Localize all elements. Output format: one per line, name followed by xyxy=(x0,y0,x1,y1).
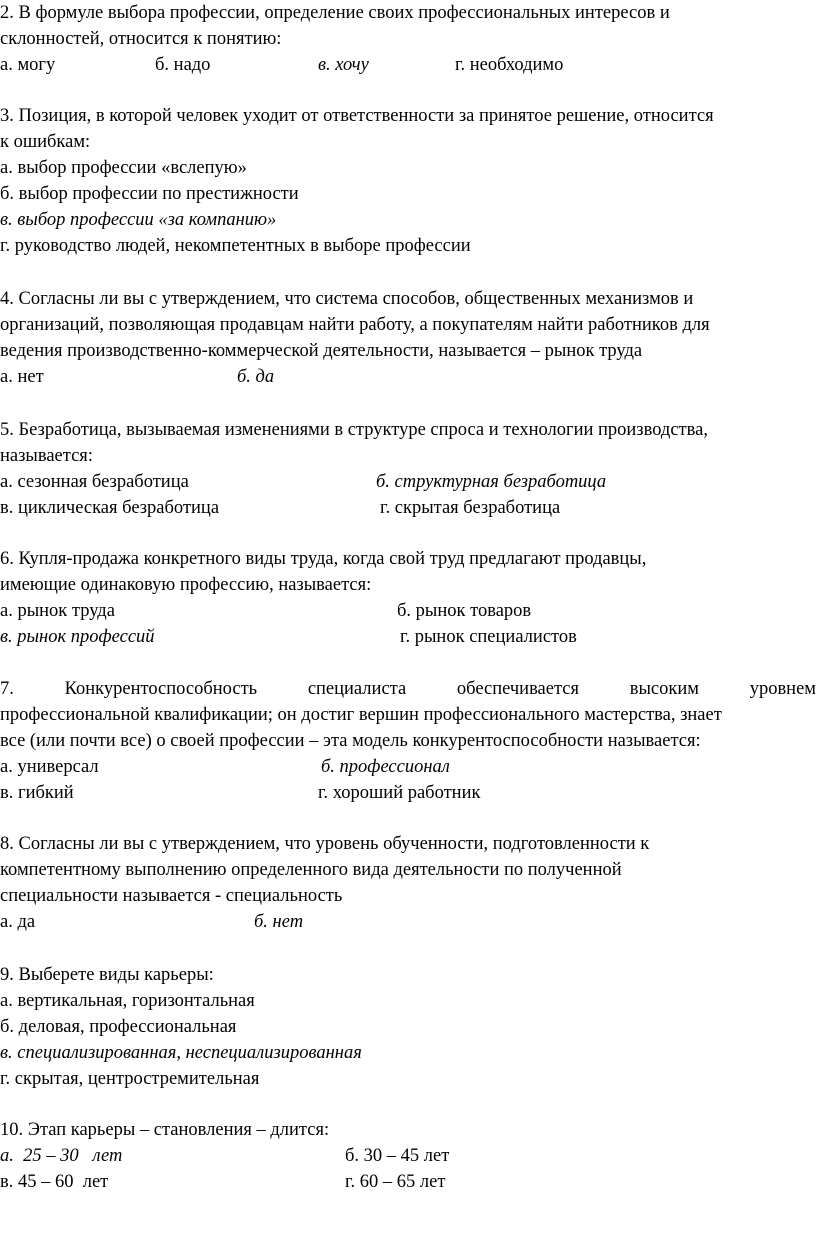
question-2-text-line-1: 2. В формуле выбора профессии, определение своих профессиональных интересов и xyxy=(0,3,670,23)
question-10-option-a-answer: а. 25 – 30 лет xyxy=(0,1146,123,1166)
question-7-option-b-answer: б. профессионал xyxy=(321,757,450,777)
question-7-word: Конкурентоспособность xyxy=(64,679,258,699)
question-3-text-line-1: 3. Позиция, в которой человек уходит от ответственности за принятое решение, относится xyxy=(0,106,714,126)
question-5-option-c: в. циклическая безработица xyxy=(0,498,220,518)
question-2-option-c-answer: в. хочу xyxy=(318,55,369,75)
question-2-option-d: г. необходимо xyxy=(455,55,564,75)
question-7-option-c: в. гибкий xyxy=(0,783,74,803)
question-9-option-c-answer: в. специализированная, неспециализированная xyxy=(0,1043,362,1063)
question-8-text-line-1: 8. Согласны ли вы с утверждением, что уровень обученности, подготовленности к xyxy=(0,834,650,854)
question-3-option-c-answer: в. выбор профессии «за компанию» xyxy=(0,210,277,230)
question-7-option-a: а. универсал xyxy=(0,757,99,777)
question-6-option-c-answer: в. рынок профессий xyxy=(0,627,155,647)
question-10-text-line-1: 10. Этап карьеры – становления – длится: xyxy=(0,1120,330,1140)
question-4-text-line-1: 4. Согласны ли вы с утверждением, что система способов, общественных механизмов и xyxy=(0,289,694,309)
question-7-word: специалиста xyxy=(307,679,407,699)
question-6-option-a: а. рынок труда xyxy=(0,601,115,621)
question-5-option-b-answer: б. структурная безработица xyxy=(376,472,607,492)
question-6-option-b: б. рынок товаров xyxy=(397,601,532,621)
question-8-text-line-3: специальности называется - специальность xyxy=(0,886,343,906)
question-9-option-d: г. скрытая, центростремительная xyxy=(0,1069,260,1089)
question-4-option-b-answer: б. да xyxy=(237,367,275,387)
question-8-option-b-answer: б. нет xyxy=(254,912,304,932)
question-3-text-line-2: к ошибкам: xyxy=(0,132,91,152)
question-3-option-a: а. выбор профессии «вслепую» xyxy=(0,158,247,178)
question-4-option-a: а. нет xyxy=(0,367,44,387)
question-2-text-line-2: склонностей, относится к понятию: xyxy=(0,29,282,49)
question-2-option-a: а. могу xyxy=(0,55,56,75)
question-7-text-line-3: все (или почти все) о своей профессии – эта модель конкурентоспособности называется: xyxy=(0,731,701,751)
question-7-word: высоким xyxy=(629,679,699,699)
question-4-text-line-3: ведения производственно-коммерческой деятельности, называется – рынок труда xyxy=(0,341,643,361)
question-5-option-a: а. сезонная безработица xyxy=(0,472,189,492)
question-3-option-d: г. руководство людей, некомпетентных в выборе профессии xyxy=(0,236,471,256)
question-7-option-d: г. хороший работник xyxy=(318,783,481,803)
question-3-option-b: б. выбор профессии по престижности xyxy=(0,184,299,204)
question-9-option-a: а. вертикальная, горизонтальная xyxy=(0,991,255,1011)
question-6-option-d: г. рынок специалистов xyxy=(400,627,577,647)
question-10-option-b: б. 30 – 45 лет xyxy=(345,1146,450,1166)
question-8-text-line-2: компетентному выполнению определенного вида деятельности по полученной xyxy=(0,860,622,880)
question-7-word: обеспечивается xyxy=(456,679,580,699)
question-9-text-line-1: 9. Выберете виды карьеры: xyxy=(0,965,214,985)
question-10-option-d: г. 60 – 65 лет xyxy=(345,1172,446,1192)
question-10-option-c: в. 45 – 60 лет xyxy=(0,1172,109,1192)
question-5-text-line-1: 5. Безработица, вызываемая изменениями в структуре спроса и технологии производства, xyxy=(0,420,708,440)
question-6-text-line-2: имеющие одинаковую профессию, называется: xyxy=(0,575,372,595)
question-4-text-line-2: организаций, позволяющая продавцам найти работу, а покупателям найти работников для xyxy=(0,315,710,335)
question-7-text-line-1 xyxy=(0,676,816,702)
question-2-option-b: б. надо xyxy=(155,55,211,75)
question-5-text-line-2: называется: xyxy=(0,446,93,466)
question-5-option-d: г. скрытая безработица xyxy=(380,498,561,518)
question-7-word: уровнем xyxy=(749,679,816,699)
question-9-option-b: б. деловая, профессиональная xyxy=(0,1017,237,1037)
question-8-option-a: а. да xyxy=(0,912,36,932)
question-7-text-line-2: профессиональной квалификации; он достиг вершин профессионального мастерства, знает xyxy=(0,705,722,725)
question-7-word: 7. xyxy=(0,679,14,699)
question-6-text-line-1: 6. Купля-продажа конкретного виды труда, когда свой труд предлагают продавцы, xyxy=(0,549,647,569)
